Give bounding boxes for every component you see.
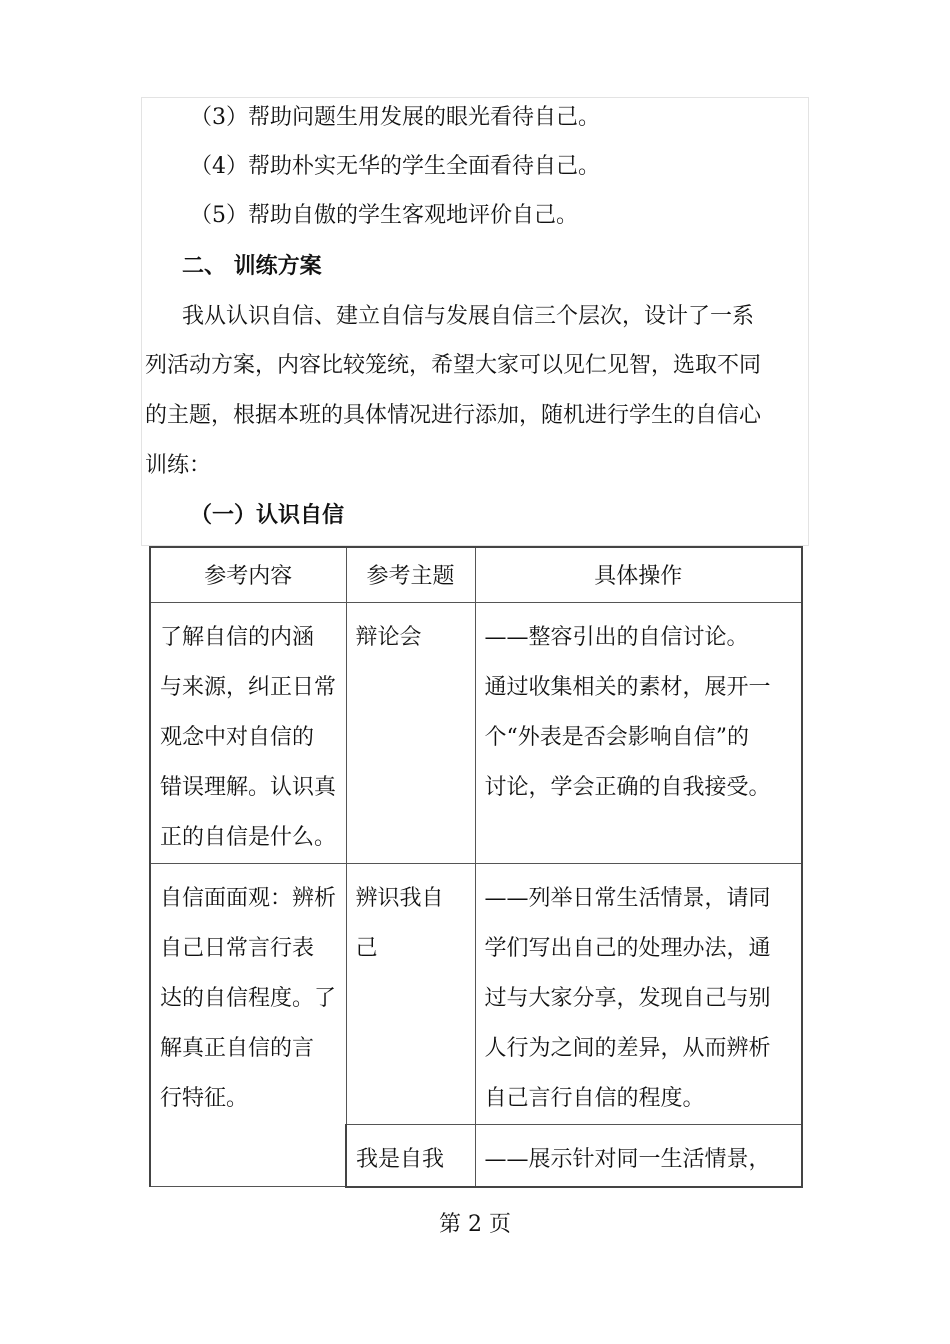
cell-text: 讨论，学会正确的自我接受。 <box>484 775 771 800</box>
paragraph-line-3: 的主题，根据本班的具体情况进行添加，随机进行学生的自信心 <box>145 403 762 428</box>
table-row <box>150 603 802 864</box>
list-item-3: （3）帮助问题生用发展的眼光看待自己。 <box>190 105 600 130</box>
header-reference-theme: 参考主题 <box>346 547 475 603</box>
paragraph-line-4: 训练： <box>145 453 212 478</box>
header-reference-content: 参考内容 <box>150 547 346 603</box>
cell-text: 自己言行自信的程度。 <box>484 1086 705 1111</box>
operation-cell <box>475 603 802 864</box>
cell-text: 与来源，纠正日常 <box>160 675 337 700</box>
section-heading: 二、 训练方案 <box>182 253 322 279</box>
cell-text: 过与大家分享，发现自己与别 <box>484 986 771 1011</box>
cell-text: 解真正自信的言 <box>160 1036 315 1061</box>
theme-cell <box>346 864 475 1125</box>
cell-text: ——展示针对同一生活情景， <box>484 1147 771 1172</box>
cell-text: 观念中对自信的 <box>160 725 315 750</box>
content-cell <box>150 603 346 864</box>
cell-text: 通过收集相关的素材，展开一 <box>484 675 771 700</box>
table-header-row <box>150 547 802 603</box>
content-cell <box>150 864 346 1187</box>
theme-cell <box>346 1125 475 1187</box>
cell-text: 行特征。 <box>160 1086 249 1111</box>
cell-text: 个“外表是否会影响自信”的 <box>484 725 749 750</box>
paragraph-line-1: 我从认识自信、建立自信与发展自信三个层次，设计了一系 <box>182 304 755 329</box>
paragraph-line-2: 列活动方案，内容比较笼统，希望大家可以见仁见智，选取不同 <box>145 353 762 378</box>
cell-text: 错误理解。认识真 <box>160 775 337 800</box>
cell-text: 人行为之间的差异，从而辨析 <box>484 1036 771 1061</box>
cell-text: 学们写出自己的处理办法，通 <box>484 936 771 961</box>
table-row <box>150 864 802 1125</box>
cell-text: 辩论会 <box>355 625 422 650</box>
activity-plan-table <box>149 546 803 1188</box>
operation-cell <box>475 1125 802 1187</box>
list-item-5: （5）帮助自傲的学生客观地评价自己。 <box>190 203 578 228</box>
cell-text: ——整容引出的自信讨论。 <box>484 625 749 650</box>
cell-text: 我是自我 <box>356 1147 445 1172</box>
cell-text: 自己日常言行表 <box>160 936 315 961</box>
cell-text: 达的自信程度。了 <box>160 986 337 1011</box>
theme-cell <box>346 603 475 864</box>
header-operation: 具体操作 <box>475 547 802 603</box>
page-number: 第 2 页 <box>439 1212 511 1237</box>
subsection-heading: （一）认识自信 <box>190 502 345 528</box>
cell-text: 己 <box>355 936 378 961</box>
cell-text: 辨识我自 <box>355 886 444 911</box>
list-item-4: （4）帮助朴实无华的学生全面看待自己。 <box>190 154 600 179</box>
cell-text: 自信面面观：辨析 <box>160 886 337 911</box>
cell-text: 正的自信是什么。 <box>160 825 337 850</box>
cell-text: 了解自信的内涵 <box>160 625 315 650</box>
operation-cell <box>475 864 802 1125</box>
cell-text: ——列举日常生活情景，请同 <box>484 886 771 911</box>
